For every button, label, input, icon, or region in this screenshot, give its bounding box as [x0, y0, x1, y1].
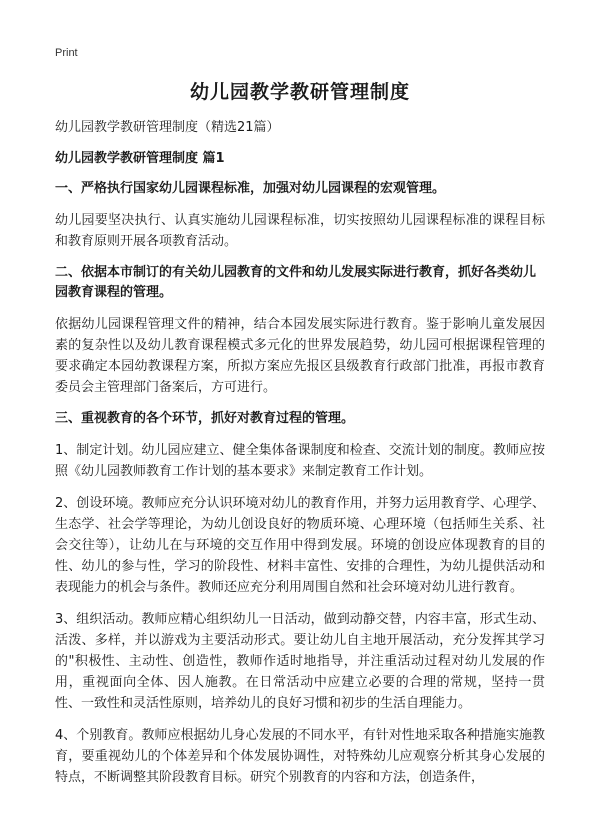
section-3: [55, 409, 545, 788]
section-heading: 二、依据本市制订的有关幼儿园教育的文件和幼儿发展实际进行教育，抓好各类幼儿园教育课程的管理。: [55, 265, 537, 300]
section-paragraph: 2、创设环境。教师应充分认识环境对幼儿的教育作用，并努力运用教育学、心理学、生态学、社会学等理论，为幼儿创设良好的物质环境、心理环境（包括师生关系、社会交往等），让幼儿在与环境的交互作用中得到发展。环境的创设应体现教育的目的性、幼儿的参与性，学习的阶段性、材料丰富性、安排的合理性，为幼儿提供活动和表现能力的机会与条件。教师还应充分利用周围自然和社会环境对幼儿进行教育。: [55, 496, 545, 595]
article-title: 幼儿园教学教研管理制度 篇1: [55, 151, 225, 166]
section-paragraph: 1、制定计划。幼儿园应建立、健全集体备课制度和检查、交流计划的制度。教师应按照《幼儿园教师教育工作计划的基本要求》来制定教育工作计划。: [55, 443, 545, 479]
document-subtitle: 幼儿园教学教研管理制度（精选21篇）: [55, 120, 280, 135]
section-paragraph: 3、组织活动。教师应精心组织幼儿一日活动，做到动静交替，内容丰富，形式生动、活泼、多样，并以游戏为主要活动形式。要让幼儿自主地开展活动，充分发挥其学习的"积极性、主动性、创造性，教师作适时地指导，并注重活动过程对幼儿发展的作用，重视面向全体、因人施教。在日常活动中应建立必要的合理的常规，坚持一贯性、一致性和灵活性原则，培养幼儿的良好习惯和初步的生活自理能力。: [55, 612, 545, 711]
section-paragraph: 依据幼儿园课程管理文件的精神，结合本园发展实际进行教育。鉴于影响儿童发展因素的复杂性以及幼儿教育课程模式多元化的世界发展趋势，幼儿园可根据课程管理的要求确定本园幼教课程方案，所拟方案应先报区县级教育行政部门批准，再报市教育委员会主管理部门备案后，方可进行。: [55, 317, 545, 395]
section-heading: 一、严格执行国家幼儿园课程标准，加强对幼儿园课程的宏观管理。: [55, 181, 446, 196]
document-title: 幼儿园教学教研管理制度: [189, 81, 410, 103]
section-paragraph: 4、个别教育。教师应根据幼儿身心发展的不同水平，有针对性地采取各种措施实施教育，要重视幼儿的个体差异和个体发展协调性，对特殊幼儿应观察分析其身心发展的特点，不断调整其阶段教育目标。研究个别教育的内容和方法，创造条件，: [55, 728, 545, 785]
section-heading: 三、重视教育的各个环节，抓好对教育过程的管理。: [55, 411, 355, 426]
section-2: [55, 263, 545, 398]
section-paragraph: 幼儿园要坚决执行、认真实施幼儿园课程标准，切实按照幼儿园课程标准的课程目标和教育原则开展各项教育活动。: [55, 213, 545, 249]
document-body: [55, 78, 545, 799]
section-1: [55, 179, 545, 252]
print-label: Print: [55, 47, 78, 59]
